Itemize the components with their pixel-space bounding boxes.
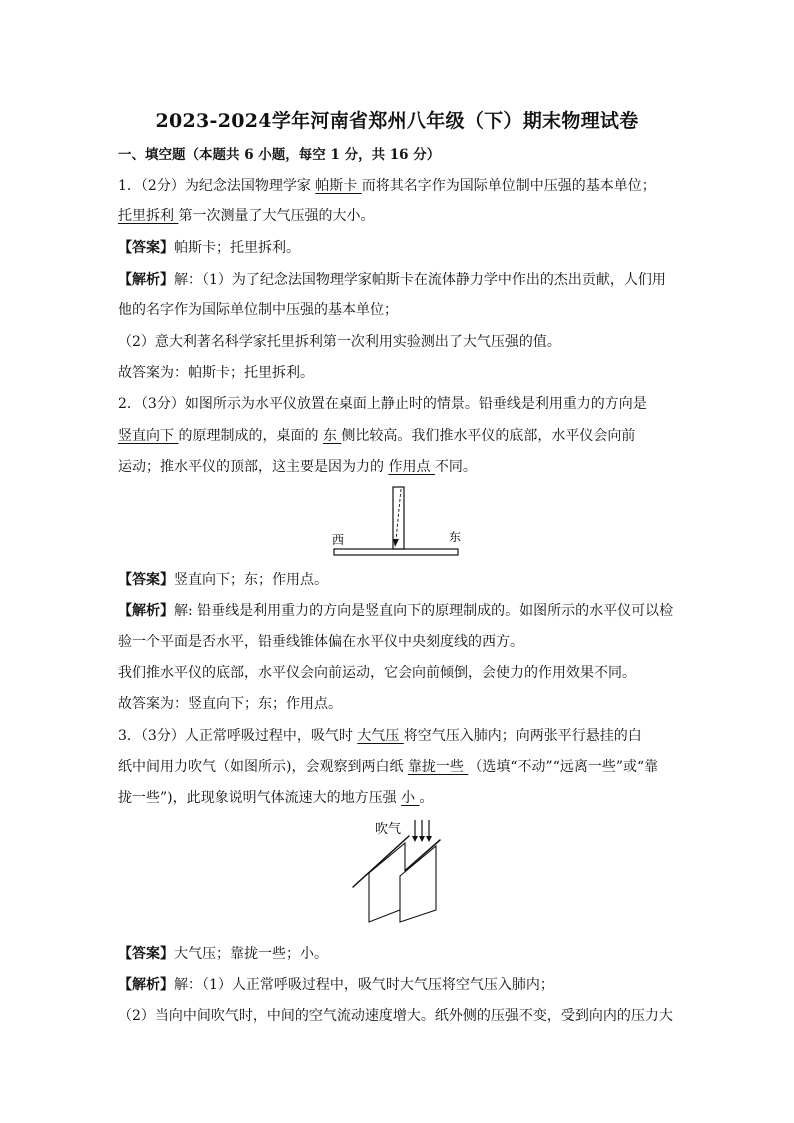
- q2-explanation-3: 我们推水平仪的底部，水平仪会向前运动，它会向前倾倒，会使力的作用效果不同。: [118, 665, 636, 681]
- q2-text: 不同。: [434, 459, 477, 475]
- q3-text: 3．（3分）人正常呼吸过程中，吸气时: [118, 728, 358, 744]
- q2-text: 的原理制成的，桌面的: [178, 428, 323, 444]
- section-heading: 一、填空题（本题共 6 小题，每空 1 分，共 16 分）: [118, 147, 441, 163]
- q1-explanation-2: 他的名字作为国际单位制中压强的基本单位；: [118, 302, 398, 318]
- exam-title: 2023-2024学年河南省郑州八年级（下）期末物理试卷: [155, 110, 639, 132]
- east-label: 东: [449, 530, 462, 544]
- table-surface: [334, 549, 458, 555]
- q3-line-1: [118, 726, 642, 746]
- q3-blank-2: 靠拢一些: [407, 759, 469, 775]
- arrow-heads: [412, 836, 432, 842]
- q2-line-3: [118, 457, 477, 477]
- q3-answer: [118, 944, 328, 964]
- q2-text: 运动；推水平仪的顶部，这主要是因为力的: [118, 459, 389, 475]
- plumb-bob: [393, 539, 399, 547]
- q1-answer: [118, 238, 300, 258]
- q2-text: 侧比较高。我们推水平仪的底部，水平仪会向前: [341, 428, 636, 444]
- q2-answer: [118, 570, 328, 590]
- west-label: 西: [332, 533, 345, 547]
- q1-final-answer: 故答案为：帕斯卡；托里拆利。: [118, 365, 314, 381]
- explanation-text: 解：（1）人正常呼吸过程中，吸气时大气压将空气压入肺内；: [174, 977, 554, 993]
- q3-text: 将空气压入肺内；向两张平行悬挂的白: [403, 728, 642, 744]
- q1-text: 第一次测量了大气压强的大小。: [178, 208, 375, 224]
- q1-text: 1．（2分）为纪念法国物理学家: [118, 178, 316, 194]
- q3-line-3: [118, 788, 434, 808]
- plumb-line: [396, 489, 401, 540]
- q3-explanation-2: （2）当向中间吹气时，中间的空气流动速度增大。纸外侧的压强不变，受到向内的压力大: [118, 1008, 673, 1024]
- level-figure: [325, 484, 465, 564]
- q3-text: （选填“不动”“远离一些”或“靠: [468, 759, 659, 775]
- q2-final-answer: 故答案为：竖直向下；东；作用点。: [118, 696, 342, 712]
- answer-tag: 【答案】: [118, 946, 174, 962]
- answer-text: 帕斯卡；托里拆利。: [174, 240, 300, 256]
- explanation-text: 解: 铅垂线是利用重力的方向是竖直向下的原理制成的。如图所示的水平仪可以检: [174, 603, 674, 619]
- q1-explanation-3: （2）意大利著名科学家托里拆利第一次利用实验测出了大气压强的值。: [118, 334, 561, 350]
- q1-explanation-1: [118, 270, 666, 290]
- q1-line-2: [118, 206, 374, 226]
- q3-text: 拢一些”)，此现象说明气体流速大的地方压强: [118, 790, 402, 806]
- paper-figure: [345, 816, 455, 928]
- q2-explanation-1: [118, 601, 673, 621]
- q2-blank-1: 竖直向下: [118, 428, 179, 444]
- q3-line-2: [118, 757, 658, 777]
- blow-arrows: [415, 820, 429, 838]
- explanation-tag: 【解析】: [118, 603, 174, 619]
- q2-line-1: 2．（3分）如图所示为水平仪放置在桌面上静止时的情景。铅垂线是利用重力的方向是: [118, 396, 647, 412]
- answer-text: 大气压；靠拢一些；小。: [174, 946, 328, 962]
- explanation-tag: 【解析】: [118, 272, 174, 288]
- q3-blank-3: 小: [401, 790, 420, 806]
- q1-line-1: [118, 176, 656, 196]
- explanation-tag: 【解析】: [118, 977, 174, 993]
- explanation-text: 解：（1）为了纪念法国物理学家帕斯卡在流体静力学中作出的杰出贡献，人们用: [174, 272, 666, 288]
- answer-tag: 【答案】: [118, 240, 174, 256]
- q1-blank-2: 托里拆利: [118, 208, 179, 224]
- q2-blank-2: 东: [322, 428, 342, 444]
- q2-line-2: [118, 426, 635, 446]
- q1-blank-1: 帕斯卡: [315, 178, 362, 194]
- q2-blank-3: 作用点: [388, 459, 435, 475]
- q3-text: 纸中间用力吹气（如图所示)，会观察到两白纸: [118, 759, 408, 775]
- q1-text: 而将其名字作为国际单位制中压强的基本单位；: [361, 178, 656, 194]
- q2-explanation-2: 验一个平面是否水平，铅垂线锥体偏在水平仪中央刻度线的西方。: [118, 634, 524, 650]
- q3-blank-1: 大气压: [357, 728, 404, 744]
- q3-text: 。: [419, 790, 434, 806]
- blow-label: 吹气: [375, 822, 402, 837]
- answer-tag: 【答案】: [118, 572, 174, 588]
- q3-explanation-1: [118, 975, 554, 995]
- answer-text: 竖直向下；东；作用点。: [174, 572, 328, 588]
